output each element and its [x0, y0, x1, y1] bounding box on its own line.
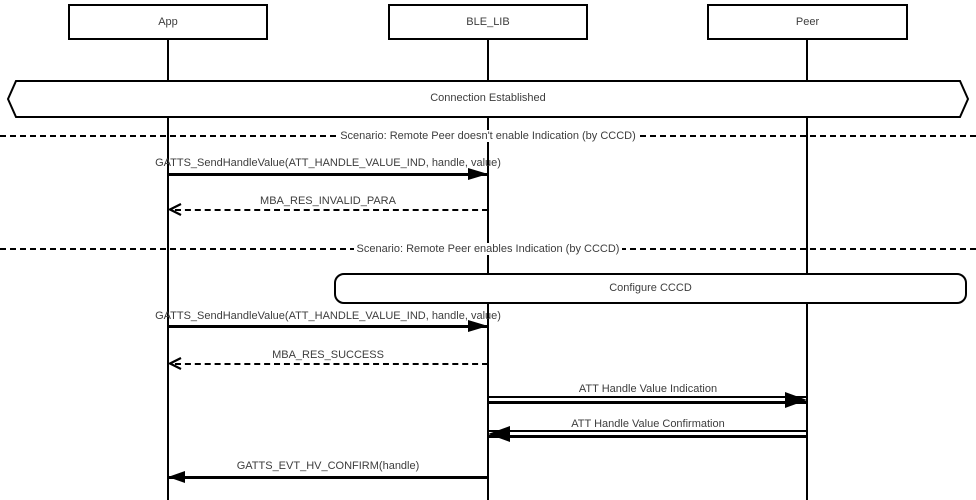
arrowhead-filled-right-icon [468, 168, 488, 180]
message-2-label: MBA_RES_INVALID_PARA [260, 195, 396, 207]
message-3-label: GATTS_SendHandleValue(ATT_HANDLE_VALUE_IND, handle, value) [155, 310, 501, 322]
arrowhead-filled-left-icon [168, 471, 185, 483]
actor-label-peer: Peer [795, 15, 820, 28]
message-7-label: GATTS_EVT_HV_CONFIRM(handle) [236, 460, 420, 472]
arrowhead-open-left-icon [167, 202, 183, 217]
actor-box-ble-lib [388, 4, 588, 40]
connection-banner-text: Connection Established [430, 92, 546, 104]
message-1-line [168, 173, 488, 176]
message-7-line [168, 476, 488, 479]
message-4-line [175, 363, 488, 365]
message-3-line [168, 325, 488, 328]
message-1-label: GATTS_SendHandleValue(ATT_HANDLE_VALUE_IND, handle, value) [155, 157, 501, 169]
scenario-separator-2-label [0, 243, 976, 256]
configure-cccd-label: Configure CCCD [609, 282, 692, 294]
scenario-separator-1 [0, 130, 976, 142]
message-4-label: MBA_RES_SUCCESS [272, 349, 384, 361]
message-2-line [175, 209, 488, 211]
arrowhead-filled-right-icon [785, 392, 807, 408]
message-6-label: ATT Handle Value Confirmation [571, 418, 725, 430]
actor-label-ble-lib: BLE_LIB [466, 15, 510, 28]
configure-cccd-box [334, 273, 967, 304]
scenario-1-text: Scenario: Remote Peer doesn't enable Indication (by CCCD) [337, 130, 639, 142]
message-5-label: ATT Handle Value Indication [578, 383, 718, 395]
actor-label-app: App [158, 15, 178, 28]
arrowhead-filled-left-icon [488, 426, 510, 442]
scenario-separator-1-label [0, 130, 976, 143]
connection-banner-label [0, 80, 976, 117]
actor-box-peer [707, 4, 908, 40]
scenario-separator-2 [0, 243, 976, 255]
arrowhead-open-left-icon [167, 356, 183, 371]
message-5-line [488, 396, 807, 404]
actor-box-app [68, 4, 268, 40]
message-6-line [488, 430, 807, 438]
scenario-2-text: Scenario: Remote Peer enables Indication (by CCCD) [354, 243, 623, 255]
arrowhead-filled-right-icon [468, 320, 488, 332]
